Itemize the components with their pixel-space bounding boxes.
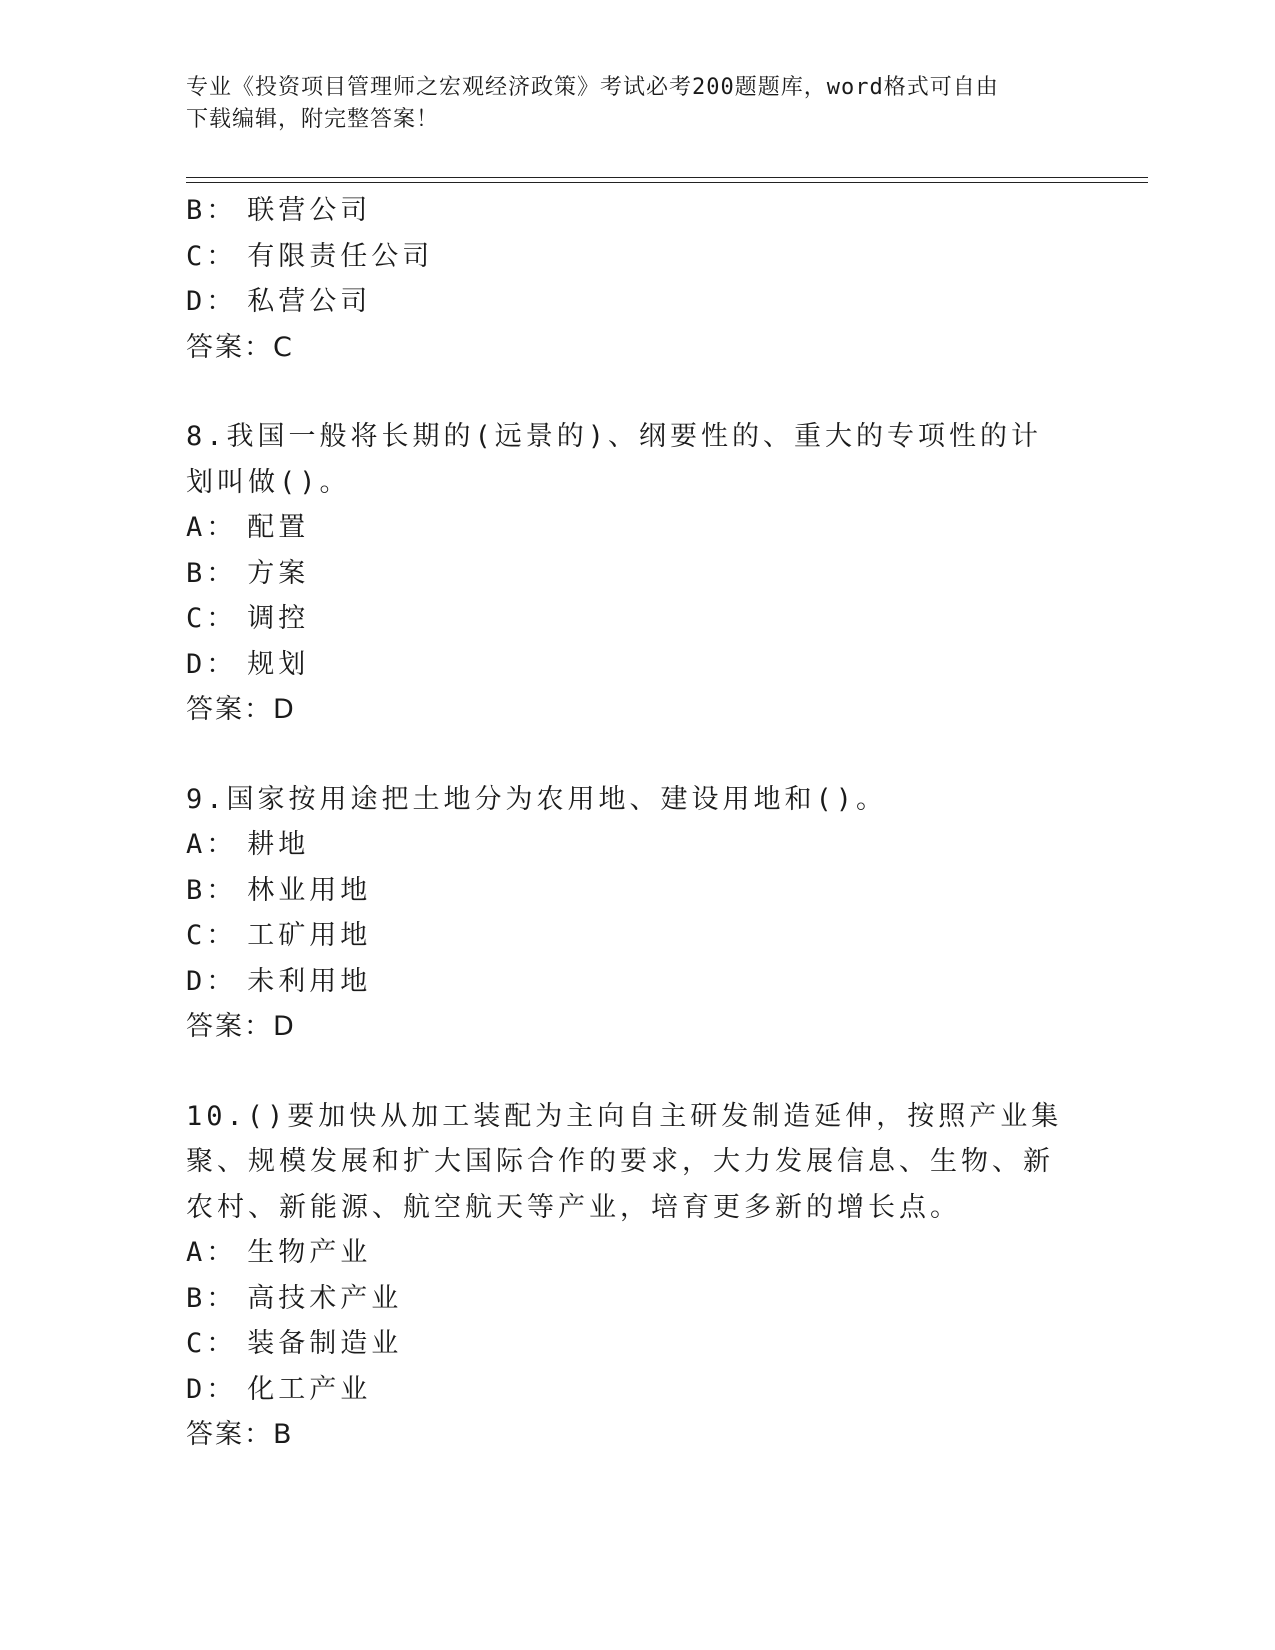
option-key: D：: [186, 1373, 238, 1405]
option-a: [186, 1230, 1066, 1276]
option-a: [186, 822, 1066, 868]
header-divider-top: [186, 177, 1148, 178]
option-b: [186, 1276, 1066, 1322]
question-list: [186, 188, 1066, 1458]
option-key: A：: [186, 1237, 238, 1268]
answer-line: 答案：D: [186, 1011, 296, 1042]
option-b: [186, 551, 1066, 597]
option-text: 配置: [247, 512, 310, 543]
header-divider-bottom: [186, 182, 1148, 183]
option-text: 联营公司: [247, 195, 372, 226]
question-block-8: [186, 414, 1066, 733]
option-key: B：: [186, 1282, 238, 1314]
option-d: [186, 1367, 1066, 1413]
option-key: C：: [186, 603, 238, 634]
answer-line: 答案：D: [186, 694, 296, 725]
header-line-1: 专业《投资项目管理师之宏观经济政策》考试必考200题题库，word格式可自由: [186, 75, 999, 100]
option-key: A：: [186, 829, 238, 860]
option-d: [186, 959, 1066, 1005]
option-c: [186, 1321, 1066, 1367]
document-header: [186, 72, 1066, 136]
option-d: [186, 279, 1066, 325]
header-line-2: 下载编辑，附完整答案！: [186, 107, 440, 132]
option-text: 装备制造业: [247, 1328, 403, 1359]
option-c: [186, 234, 1066, 280]
option-key: D：: [186, 286, 238, 317]
option-key: B：: [186, 874, 238, 906]
option-text: 化工产业: [247, 1373, 372, 1405]
option-b: [186, 188, 1066, 234]
option-text: 有限责任公司: [247, 240, 434, 272]
option-key: B：: [186, 557, 238, 589]
answer-line: 答案：B: [186, 1419, 294, 1450]
option-text: 生物产业: [247, 1237, 372, 1268]
option-key: C：: [186, 920, 238, 951]
option-text: 工矿用地: [247, 920, 372, 951]
option-key: B：: [186, 195, 238, 226]
option-text: 调控: [247, 603, 310, 634]
option-text: 林业用地: [247, 874, 372, 906]
option-text: 私营公司: [247, 286, 372, 317]
option-text: 耕地: [247, 829, 310, 860]
question-block-10: [186, 1094, 1066, 1458]
option-c: [186, 913, 1066, 959]
question-text: 10.()要加快从加工装配为主向自主研发制造延伸，按照产业集聚、规模发展和扩大国际合作的要求，大力发展信息、生物、新农村、新能源、航空航天等产业，培育更多新的增长点。: [186, 1100, 1063, 1223]
option-key: C：: [186, 240, 238, 272]
option-d: [186, 642, 1066, 688]
question-text: 8.我国一般将长期的(远景的)、纲要性的、重大的专项性的计划叫做()。: [186, 421, 1043, 498]
option-c: [186, 596, 1066, 642]
option-text: 未利用地: [247, 965, 372, 997]
option-text: 方案: [247, 557, 310, 589]
option-text: 规划: [247, 648, 310, 680]
question-block-partial: [186, 188, 1066, 370]
option-key: D：: [186, 648, 238, 680]
option-key: D：: [186, 965, 238, 997]
option-b: [186, 868, 1066, 914]
answer-line: 答案：C: [186, 331, 294, 363]
option-key: A：: [186, 512, 238, 543]
option-a: [186, 505, 1066, 551]
option-text: 高技术产业: [247, 1282, 403, 1314]
question-block-9: [186, 777, 1066, 1050]
option-key: C：: [186, 1328, 238, 1359]
question-text: 9.国家按用途把土地分为农用地、建设用地和()。: [186, 783, 888, 815]
